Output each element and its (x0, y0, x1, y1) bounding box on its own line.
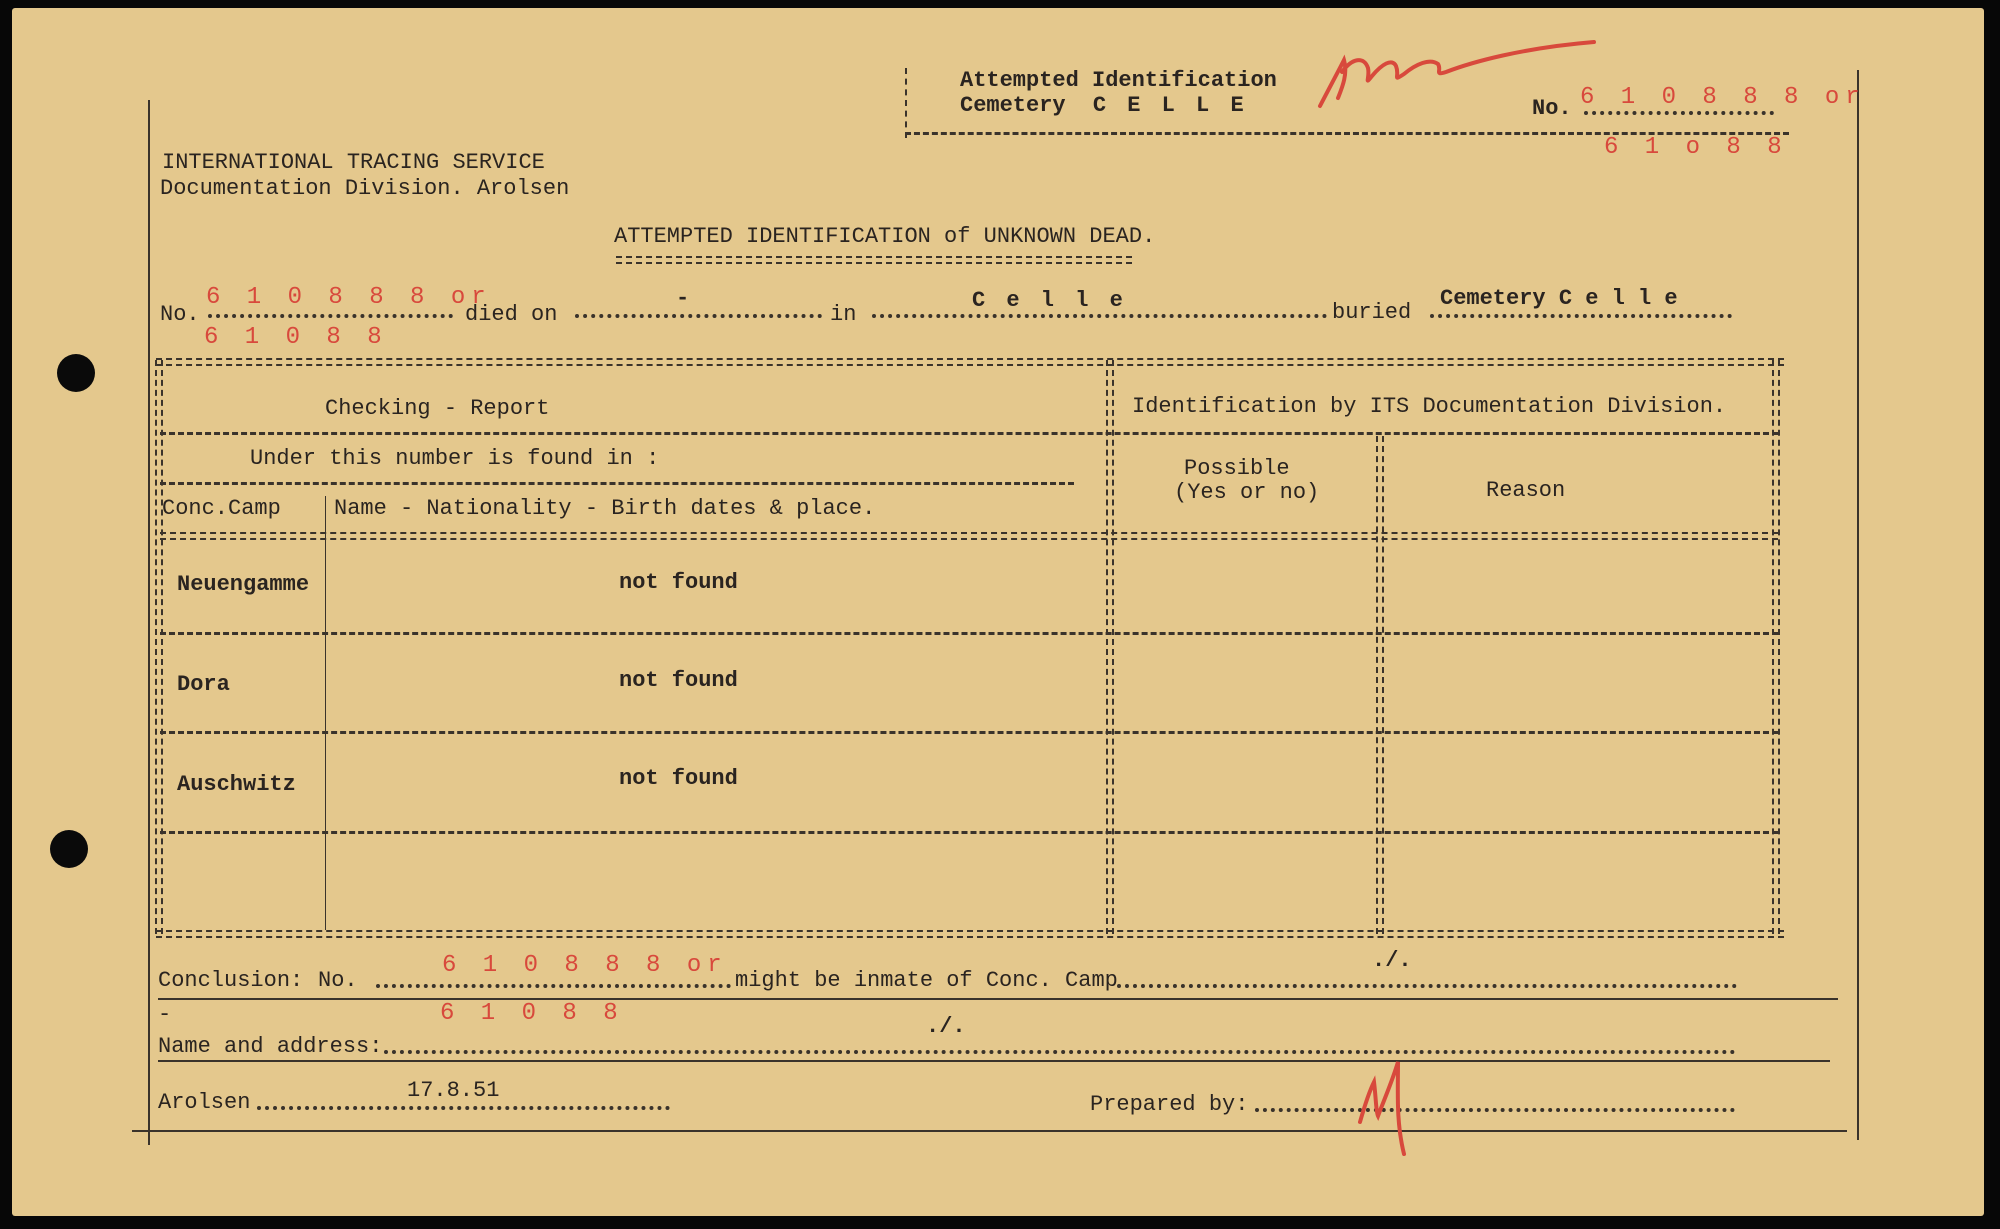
in-label: in (830, 302, 857, 327)
title-underline (616, 256, 1132, 264)
col-camp-header: Conc.Camp (162, 496, 281, 521)
col-name-header: Name - Nationality - Birth dates & place. (334, 496, 876, 521)
died-on-value: - (676, 286, 690, 311)
conclusion-no-label: No. (318, 968, 358, 993)
record-no-value-alt: 6 1 0 8 8 (204, 324, 388, 351)
row-rule-3 (160, 831, 1778, 834)
table-left-border (155, 360, 163, 934)
died-on-dots (575, 314, 822, 318)
document-title: ATTEMPTED IDENTIFICATION of UNKNOWN DEAD. (614, 224, 1156, 249)
header-box-line1: Attempted Identification (960, 68, 1277, 93)
table-right-border (1772, 360, 1780, 934)
card-right-rule (1857, 70, 1859, 1140)
header-row-rule (160, 432, 1778, 435)
row-rule-2 (160, 731, 1778, 734)
punch-hole-top (57, 354, 95, 392)
index-card (12, 8, 1984, 1216)
in-dots (872, 314, 1327, 318)
row-result-dora: not found (619, 668, 738, 693)
card-left-rule (148, 100, 150, 1145)
table-middle-divider (1106, 360, 1114, 934)
conclusion-no-dots (376, 984, 731, 988)
col-possible-header-1: Possible (1184, 456, 1290, 481)
arolsen-label: Arolsen (158, 1090, 251, 1115)
conclusion-label: Conclusion: (158, 968, 304, 993)
record-no-label: No. (160, 302, 200, 327)
record-no-dots (208, 314, 453, 318)
conclusion-camp-value: ./. (1372, 948, 1412, 973)
conclusion-no-value-alt: 6 1 0 8 8 (440, 1000, 624, 1027)
buried-dots (1430, 314, 1732, 318)
checking-report-header: Checking - Report (325, 396, 550, 421)
table-top-border (156, 358, 1784, 366)
header-box-left-rule (905, 68, 907, 138)
date-value: 17.8.51 (407, 1078, 500, 1103)
row-result-neuengamme: not found (619, 570, 738, 595)
col-reason-header: Reason (1486, 478, 1566, 503)
buried-value: Cemetery C e l l e (1440, 286, 1678, 311)
card-bottom-rule (132, 1130, 1847, 1132)
subheader-text: Under this number is found in : (250, 446, 660, 471)
header-no-dots (1584, 111, 1774, 115)
subheader-rule (160, 482, 1074, 485)
header-no-label: No. (1532, 96, 1572, 121)
header-no-value: 6 1 0 8 8 8 or (1580, 84, 1866, 111)
header-cemetery-value: C E L L E (1092, 93, 1248, 118)
prepared-by-dots (1255, 1108, 1735, 1112)
name-address-label: Name and address: (158, 1034, 383, 1059)
header-box-line2 (960, 93, 1248, 118)
conclusion-dash: - (158, 1002, 172, 1027)
signature-initials (1352, 1052, 1432, 1162)
identification-header: Identification by ITS Documentation Division. (1132, 394, 1727, 419)
name-address-rule (158, 1060, 1830, 1062)
org-line2: Documentation Division. Arolsen (160, 176, 570, 201)
punch-hole-bottom (50, 830, 88, 868)
table-possible-divider (1376, 436, 1384, 934)
row-camp-neuengamme: Neuengamme (177, 572, 310, 597)
header-no-value-alt: 6 1 o 8 8 (1604, 134, 1788, 161)
handwritten-scribble (1312, 28, 1612, 118)
conclusion-rule (158, 998, 1838, 1000)
arolsen-dots (257, 1106, 670, 1110)
conclusion-no-value: 6 1 0 8 8 8 or (442, 952, 728, 979)
record-no-value: 6 1 0 8 8 8 or (206, 284, 492, 311)
row-result-auschwitz: not found (619, 766, 738, 791)
prepared-by-label: Prepared by: (1090, 1092, 1249, 1117)
col-possible-header-2: (Yes or no) (1174, 480, 1320, 505)
conclusion-camp-dots (1117, 984, 1737, 988)
column-header-rule (160, 532, 1778, 540)
in-value: C e l l e (972, 288, 1127, 313)
row-camp-dora: Dora (177, 672, 230, 697)
org-line1: INTERNATIONAL TRACING SERVICE (162, 150, 545, 175)
buried-label: buried (1332, 300, 1412, 325)
row-camp-auschwitz: Auschwitz (177, 772, 296, 797)
camp-column-divider (325, 496, 326, 930)
header-cemetery-label: Cemetery (960, 93, 1066, 118)
name-address-dots (384, 1050, 1736, 1054)
row-rule-1 (160, 632, 1778, 635)
died-on-label: died on (465, 302, 558, 327)
table-bottom-border (156, 930, 1784, 938)
name-address-value: ./. (926, 1014, 966, 1039)
conclusion-camp-label: might be inmate of Conc. Camp (735, 968, 1118, 993)
